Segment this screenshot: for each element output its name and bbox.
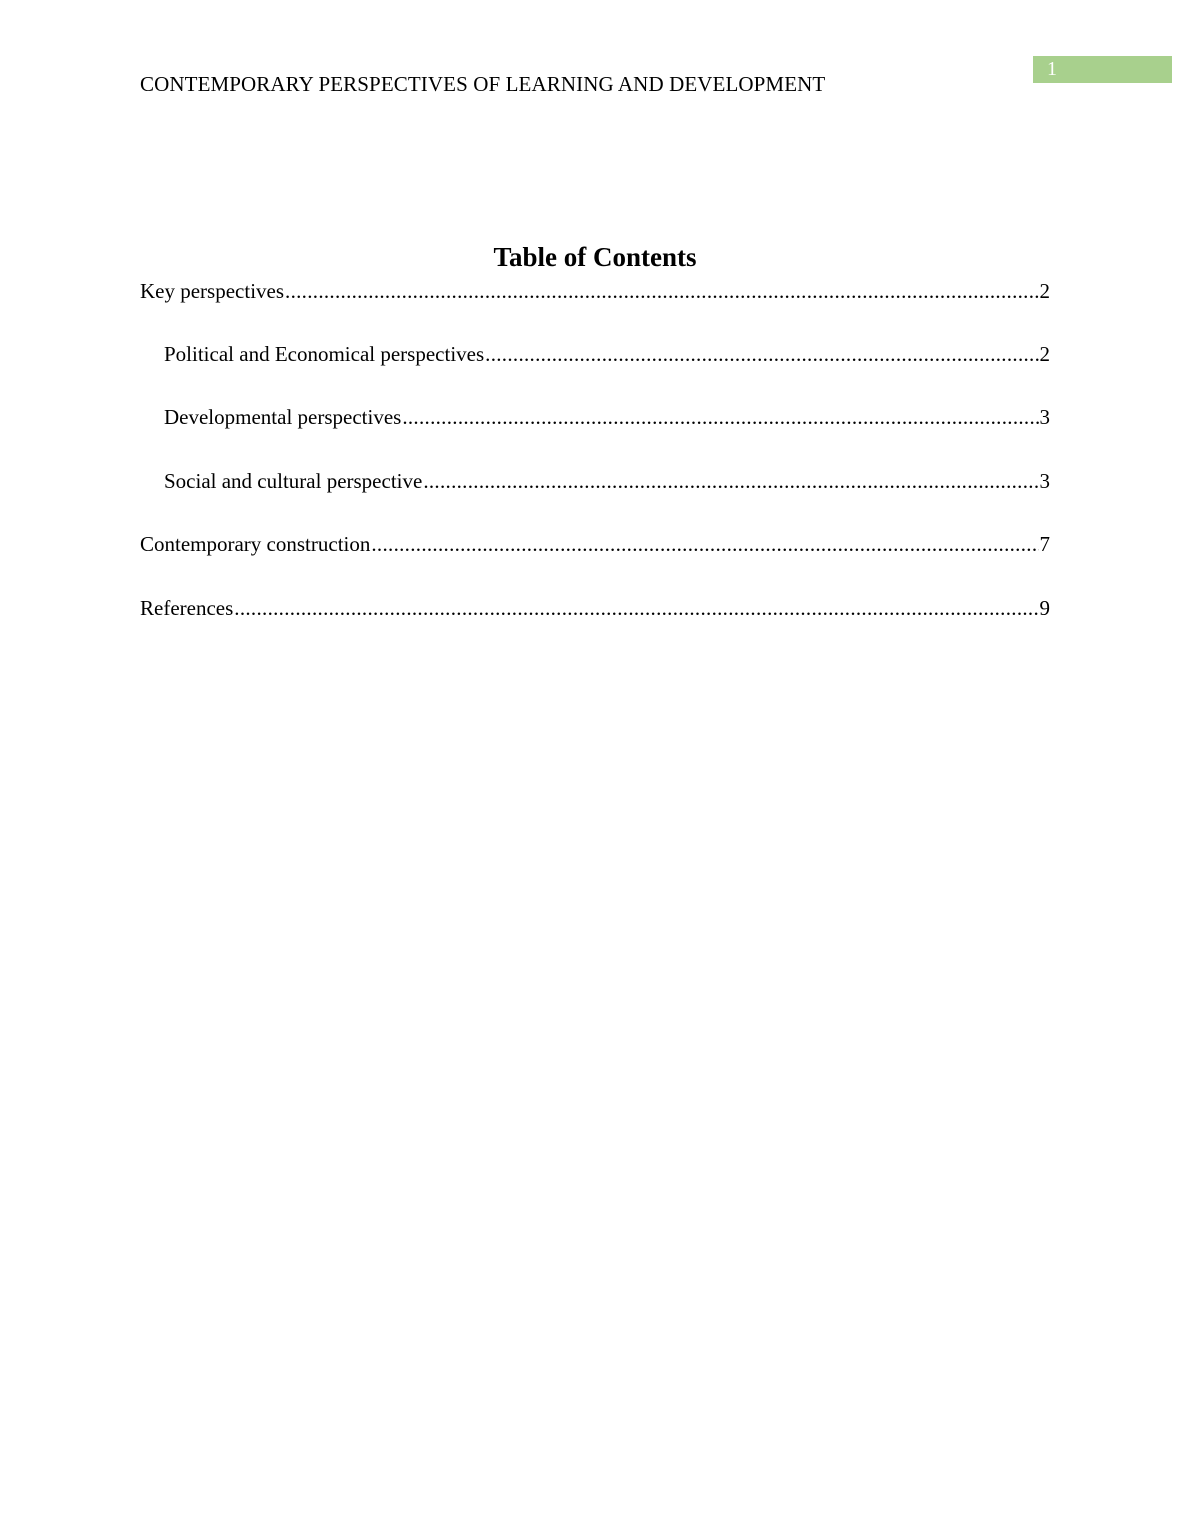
toc-entry-label: Key perspectives [140, 279, 285, 303]
page-number-badge: 1 [1033, 56, 1172, 83]
toc-entry-page: 3 [1039, 469, 1050, 493]
toc-dot-leader [423, 467, 1038, 495]
toc-entry-label: Contemporary construction [140, 532, 371, 556]
toc-entry-label: Social and cultural perspective [164, 469, 423, 493]
toc-entry-page: 9 [1039, 596, 1050, 620]
toc-entry-political-economical[interactable] [164, 340, 1050, 368]
toc-entry-developmental[interactable] [164, 403, 1050, 431]
toc-dot-leader [402, 403, 1038, 431]
toc-entry-label: Developmental perspectives [164, 405, 402, 429]
toc-dot-leader [234, 594, 1038, 622]
toc-entry-page: 7 [1039, 532, 1050, 556]
toc-entry-contemporary-construction[interactable] [140, 530, 1050, 558]
toc-entry-social-cultural[interactable] [164, 467, 1050, 495]
toc-dot-leader [371, 530, 1038, 558]
running-head-title: CONTEMPORARY PERSPECTIVES OF LEARNING AND DEVELOPMENT [140, 72, 826, 96]
toc-entry-page: 2 [1039, 279, 1050, 303]
toc-entry-page: 3 [1039, 405, 1050, 429]
toc-entry-page: 2 [1039, 342, 1050, 366]
toc-entry-key-perspectives[interactable] [140, 277, 1050, 305]
toc-dot-leader [285, 277, 1038, 305]
toc-entry-references[interactable] [140, 594, 1050, 622]
toc-heading: Table of Contents [493, 242, 697, 272]
toc-entry-label: Political and Economical perspectives [164, 342, 485, 366]
toc-entry-label: References [140, 596, 234, 620]
toc-dot-leader [485, 340, 1038, 368]
